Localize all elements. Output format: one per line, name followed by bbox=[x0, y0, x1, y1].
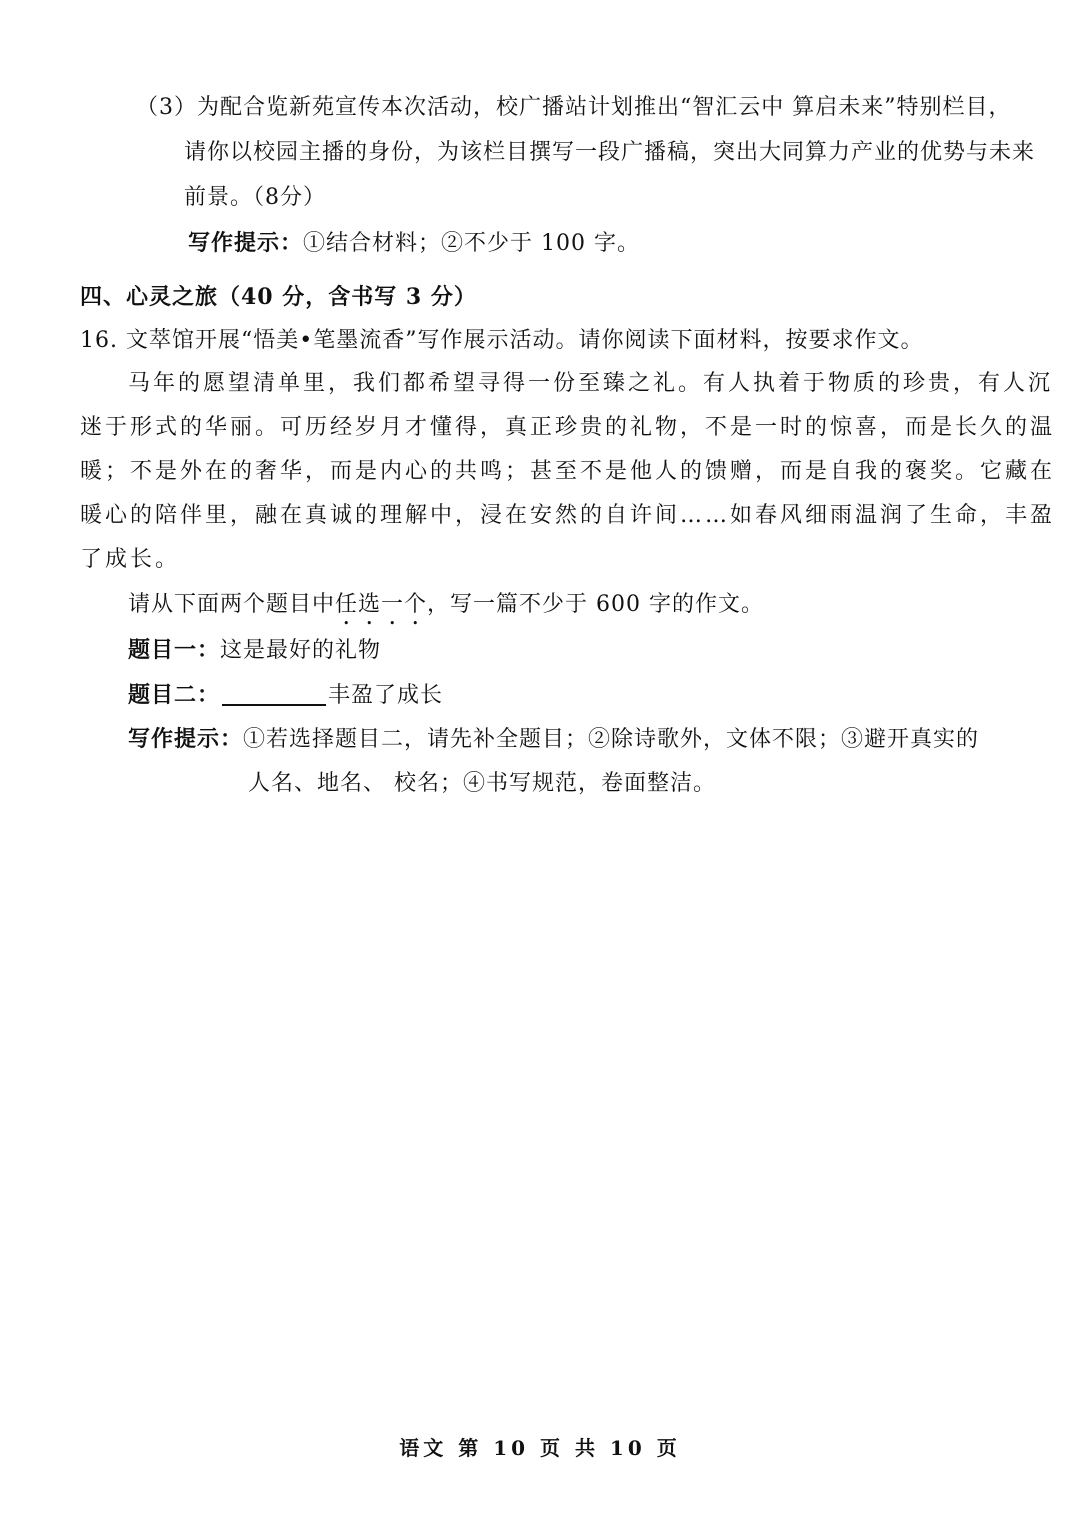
instruction-pre: 请从下面两个题目中 bbox=[128, 592, 336, 617]
q16-material-line1: 马年的愿望清单里，我们都希望寻得一份至臻之礼。有人执着于物质的珍贵，有人沉 bbox=[128, 371, 1054, 396]
q16-hint-text1: ①若选择题目二，请先补全题目；②除诗歌外，文体不限；③避开真实的 bbox=[243, 727, 980, 752]
q15-3-line2: 请你以校园主播的身份，为该栏目撰写一段广播稿，突出大同算力产业的优势与未来 bbox=[184, 140, 1036, 165]
q15-3-hint bbox=[188, 228, 640, 259]
topic2-blank bbox=[222, 682, 326, 706]
q15-3-line1: （3）为配合览新苑宣传本次活动，校广播站计划推出“智汇云中 算启未来”特别栏目， bbox=[136, 95, 1012, 120]
q16-hint-label: 写作提示： bbox=[128, 726, 244, 752]
q15-3-hint-text: ①结合材料；②不少于 100 字。 bbox=[303, 231, 640, 256]
topic1-label: 题目一： bbox=[128, 637, 221, 663]
section4-title: 四、心灵之旅（40 分，含书写 3 分） bbox=[80, 284, 477, 310]
q16-material-line2: 迷于形式的华丽。可历经岁月才懂得，真正珍贵的礼物，不是一时的惊喜，而是长久的温 bbox=[80, 415, 1056, 440]
q16-instruction bbox=[128, 590, 764, 630]
instruction-post: ，写一篇不少于 600 字的作文。 bbox=[427, 592, 765, 617]
page-footer: 语文 第 10 页 共 10 页 bbox=[399, 1436, 681, 1460]
q15-3-hint-label: 写作提示： bbox=[188, 230, 304, 256]
q16-material-line4: 暖心的陪伴里，融在真诚的理解中，浸在安然的自许间……如春风细雨温润了生命，丰盈 bbox=[80, 503, 1056, 528]
q16-material-line3: 暖；不是外在的奢华，而是内心的共鸣；甚至不是他人的馈赠，而是自我的褒奖。它藏在 bbox=[80, 459, 1056, 484]
q16-hint-line2: 人名、地名、 校名；④书写规范，卷面整洁。 bbox=[248, 771, 716, 796]
topic-2 bbox=[128, 680, 443, 711]
q16-hint-line1 bbox=[128, 724, 979, 755]
topic2-label: 题目二： bbox=[128, 682, 221, 708]
q16-prompt: 16. 文萃馆开展“悟美•笔墨流香”写作展示活动。请你阅读下面材料，按要求作文。 bbox=[80, 328, 924, 353]
topic2-text: 丰盈了成长 bbox=[328, 683, 444, 708]
q15-3-line3: 前景。（8分） bbox=[184, 185, 326, 210]
topic1-text: 这是最好的礼物 bbox=[220, 638, 382, 663]
q16-material-line5: 了成长。 bbox=[80, 547, 181, 572]
instruction-emphasis: 任选一个 bbox=[335, 592, 428, 617]
topic-1 bbox=[128, 635, 381, 666]
